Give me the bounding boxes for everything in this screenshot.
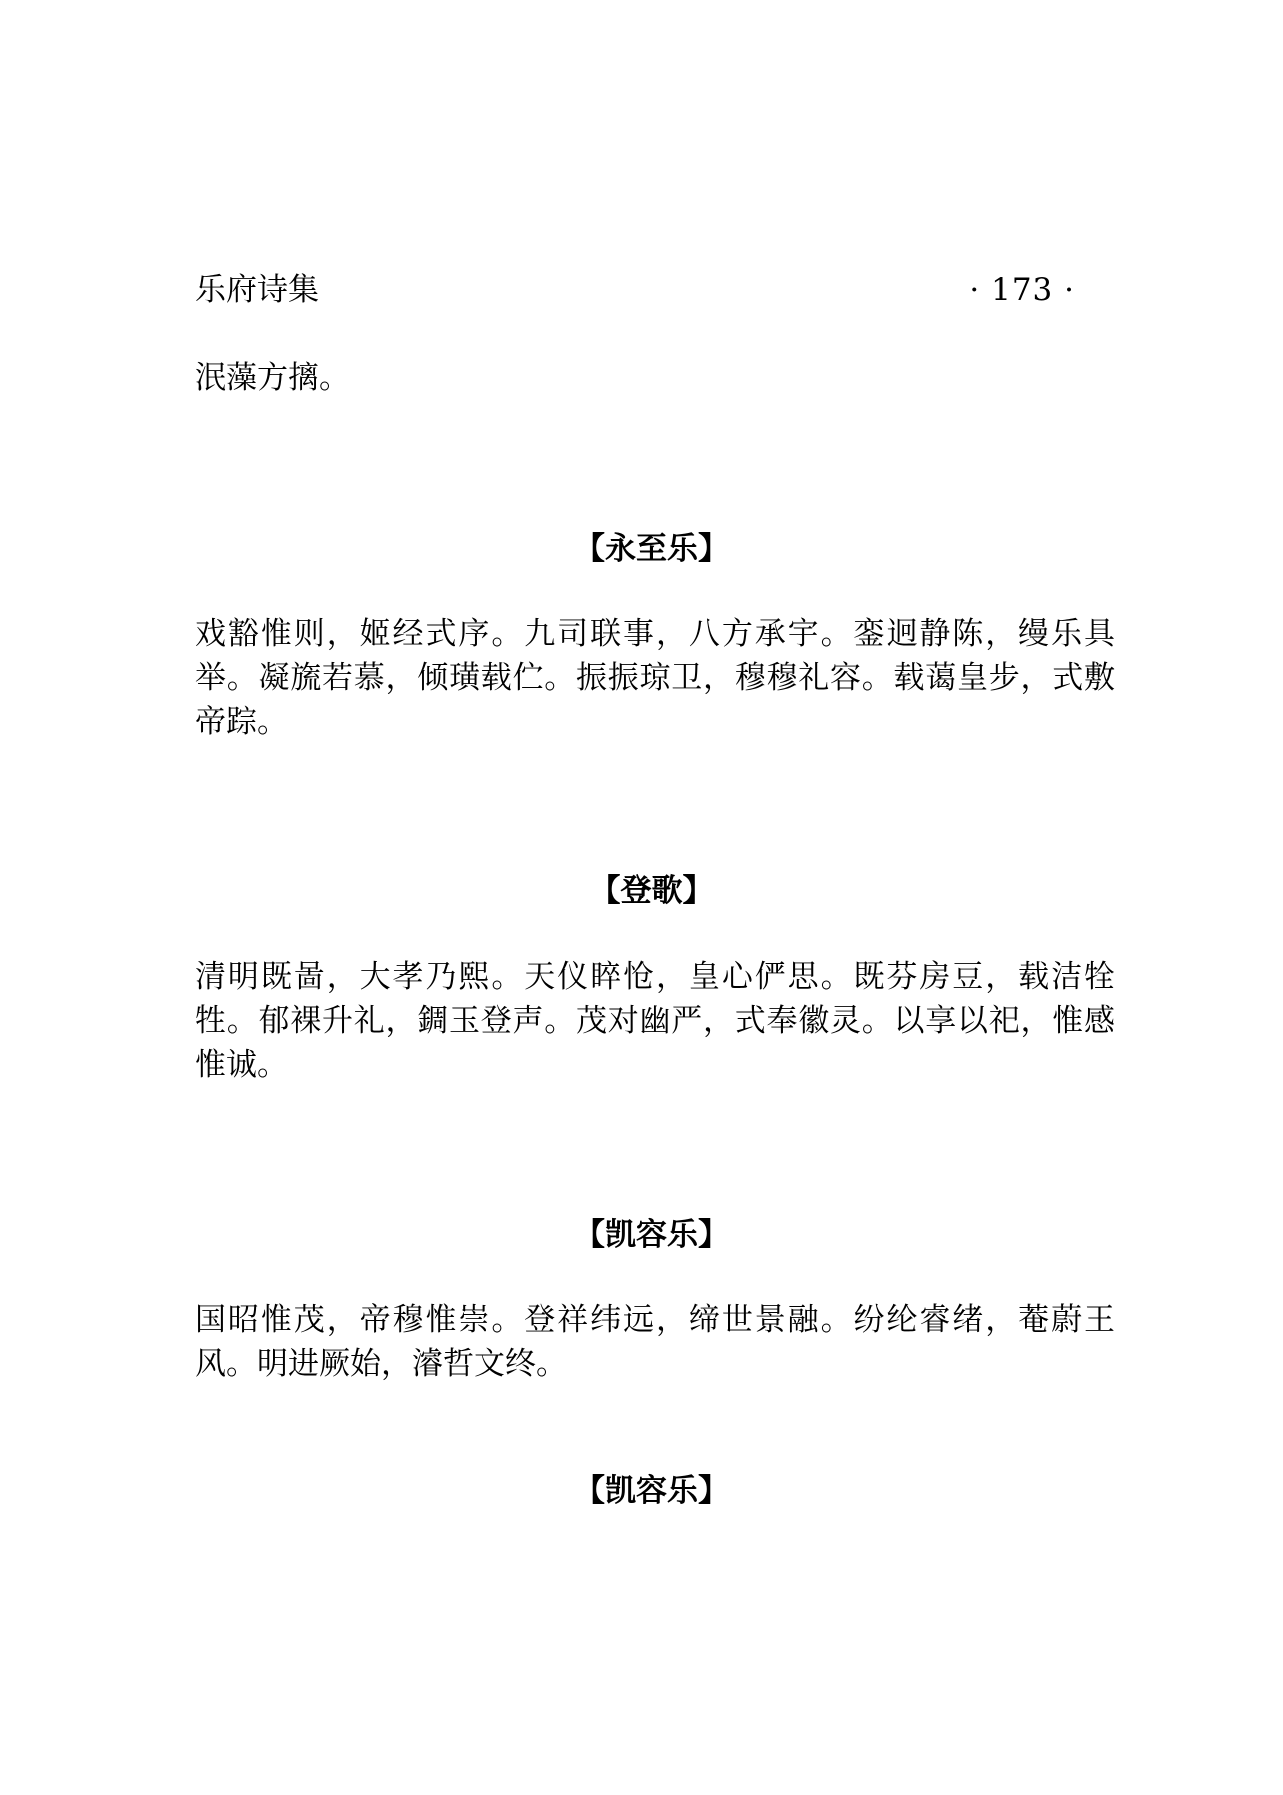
section-heading-dengge: 【登歌】 xyxy=(589,873,714,909)
page-number: · 173 · xyxy=(969,272,1075,308)
section-heading-yongzhi: 【永至乐】 xyxy=(574,531,729,567)
section-text-yongzhi: 戏豁惟则，姬经式序。九司联事，八方承宇。銮迥静陈，缦乐具举。凝旒若慕，倾璜载伫。振振琼卫，穆穆礼容。载蔼皇步，式敷帝踪。 xyxy=(195,616,1115,740)
section-text-kairong: 国昭惟茂，帝穆惟崇。登祥纬远，缔世景融。纷纶睿绪，菴蔚王风。明进厥始，濬哲文终。 xyxy=(195,1302,1115,1382)
book-title: 乐府诗集 xyxy=(195,272,319,308)
continued-paragraph: 泯藻方摛。 xyxy=(195,360,350,396)
section-heading-kairong: 【凯容乐】 xyxy=(574,1217,729,1253)
section-heading-kairong-2: 【凯容乐】 xyxy=(574,1473,729,1509)
page-header xyxy=(195,268,1085,312)
section-text-dengge: 清明既啚，大孝乃熙。天仪睟怆，皇心俨思。既芬房豆，载洁牷牲。郁裸升礼，錭玉登声。茂对幽严，式奉徽灵。以享以祀，惟感惟诚。 xyxy=(195,959,1115,1083)
